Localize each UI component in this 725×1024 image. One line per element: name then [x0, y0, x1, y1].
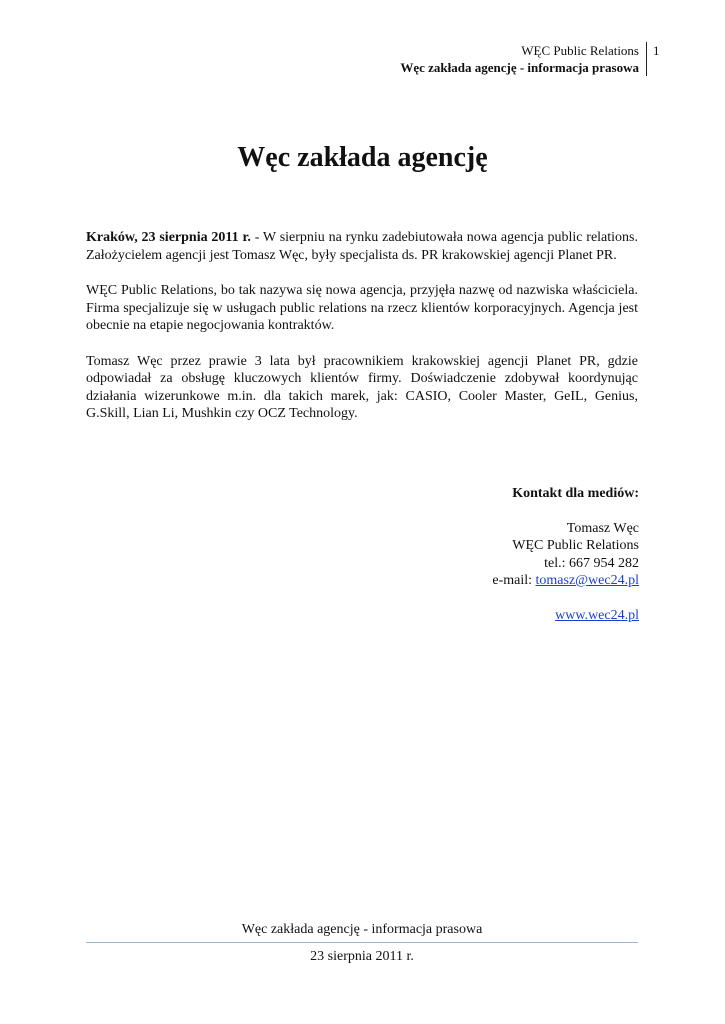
footer-date: 23 sierpnia 2011 r.	[310, 949, 414, 964]
email-link[interactable]: tomasz@wec24.pl	[535, 573, 639, 588]
footer-divider	[86, 942, 638, 943]
contact-company: WĘC Public Relations	[512, 538, 639, 553]
header-company: WĘC Public Relations	[521, 43, 639, 58]
contact-heading: Kontakt dla mediów:	[512, 486, 639, 501]
contact-name: Tomasz Węc	[566, 520, 639, 536]
paragraph-2: WĘC Public Relations, bo tak nazywa się nowa agencja, przyjęła nazwę od nazwiska właściciela. Firma specjalizuje się w usługach public relations na rzecz klientów korporacyjnych. Agencja jest obecnie na etapie negocjowania kontraktów.	[86, 283, 638, 333]
email-label: e-mail:	[492, 573, 536, 588]
website-line	[492, 607, 639, 625]
paragraph-3: Tomasz Węc przez prawie 3 lata był pracownikiem krakowskiej agencji Planet PR, gdzie odpowiadał za obsługę kluczowych klientów firmy. Doświadczenie zdobywał koordynując działania wizerunkowe m.in. dla takich marek, jak: CASIO, Cooler Master, GeIL, Genius, G.Skill, Lian Li, Mushkin czy OCZ Technology.	[86, 353, 638, 421]
contact-email-line	[492, 572, 639, 590]
page-header	[400, 42, 639, 76]
document-title: Węc zakłada agencję	[237, 142, 488, 173]
contact-phone: tel.: 667 954 282	[544, 555, 639, 571]
page-number: 1	[646, 42, 660, 76]
website-link[interactable]: www.wec24.pl	[555, 607, 639, 623]
press-release-body	[86, 229, 638, 441]
footer-title: Węc zakłada agencję - informacja prasowa	[241, 922, 483, 937]
header-subtitle: Węc zakłada agencję - informacja prasowa	[400, 60, 639, 75]
paragraph-1	[86, 229, 638, 264]
page-footer	[86, 922, 638, 965]
paragraph-1-text: - W sierpniu na rynku zadebiutowała nowa agencja public relations. Założycielem agencji jest Tomasz Węc, były specjalista ds. PR krakowskiej agencji Planet PR.	[86, 230, 638, 263]
dateline: Kraków, 23 sierpnia 2011 r.	[86, 230, 251, 245]
media-contact	[492, 485, 639, 624]
